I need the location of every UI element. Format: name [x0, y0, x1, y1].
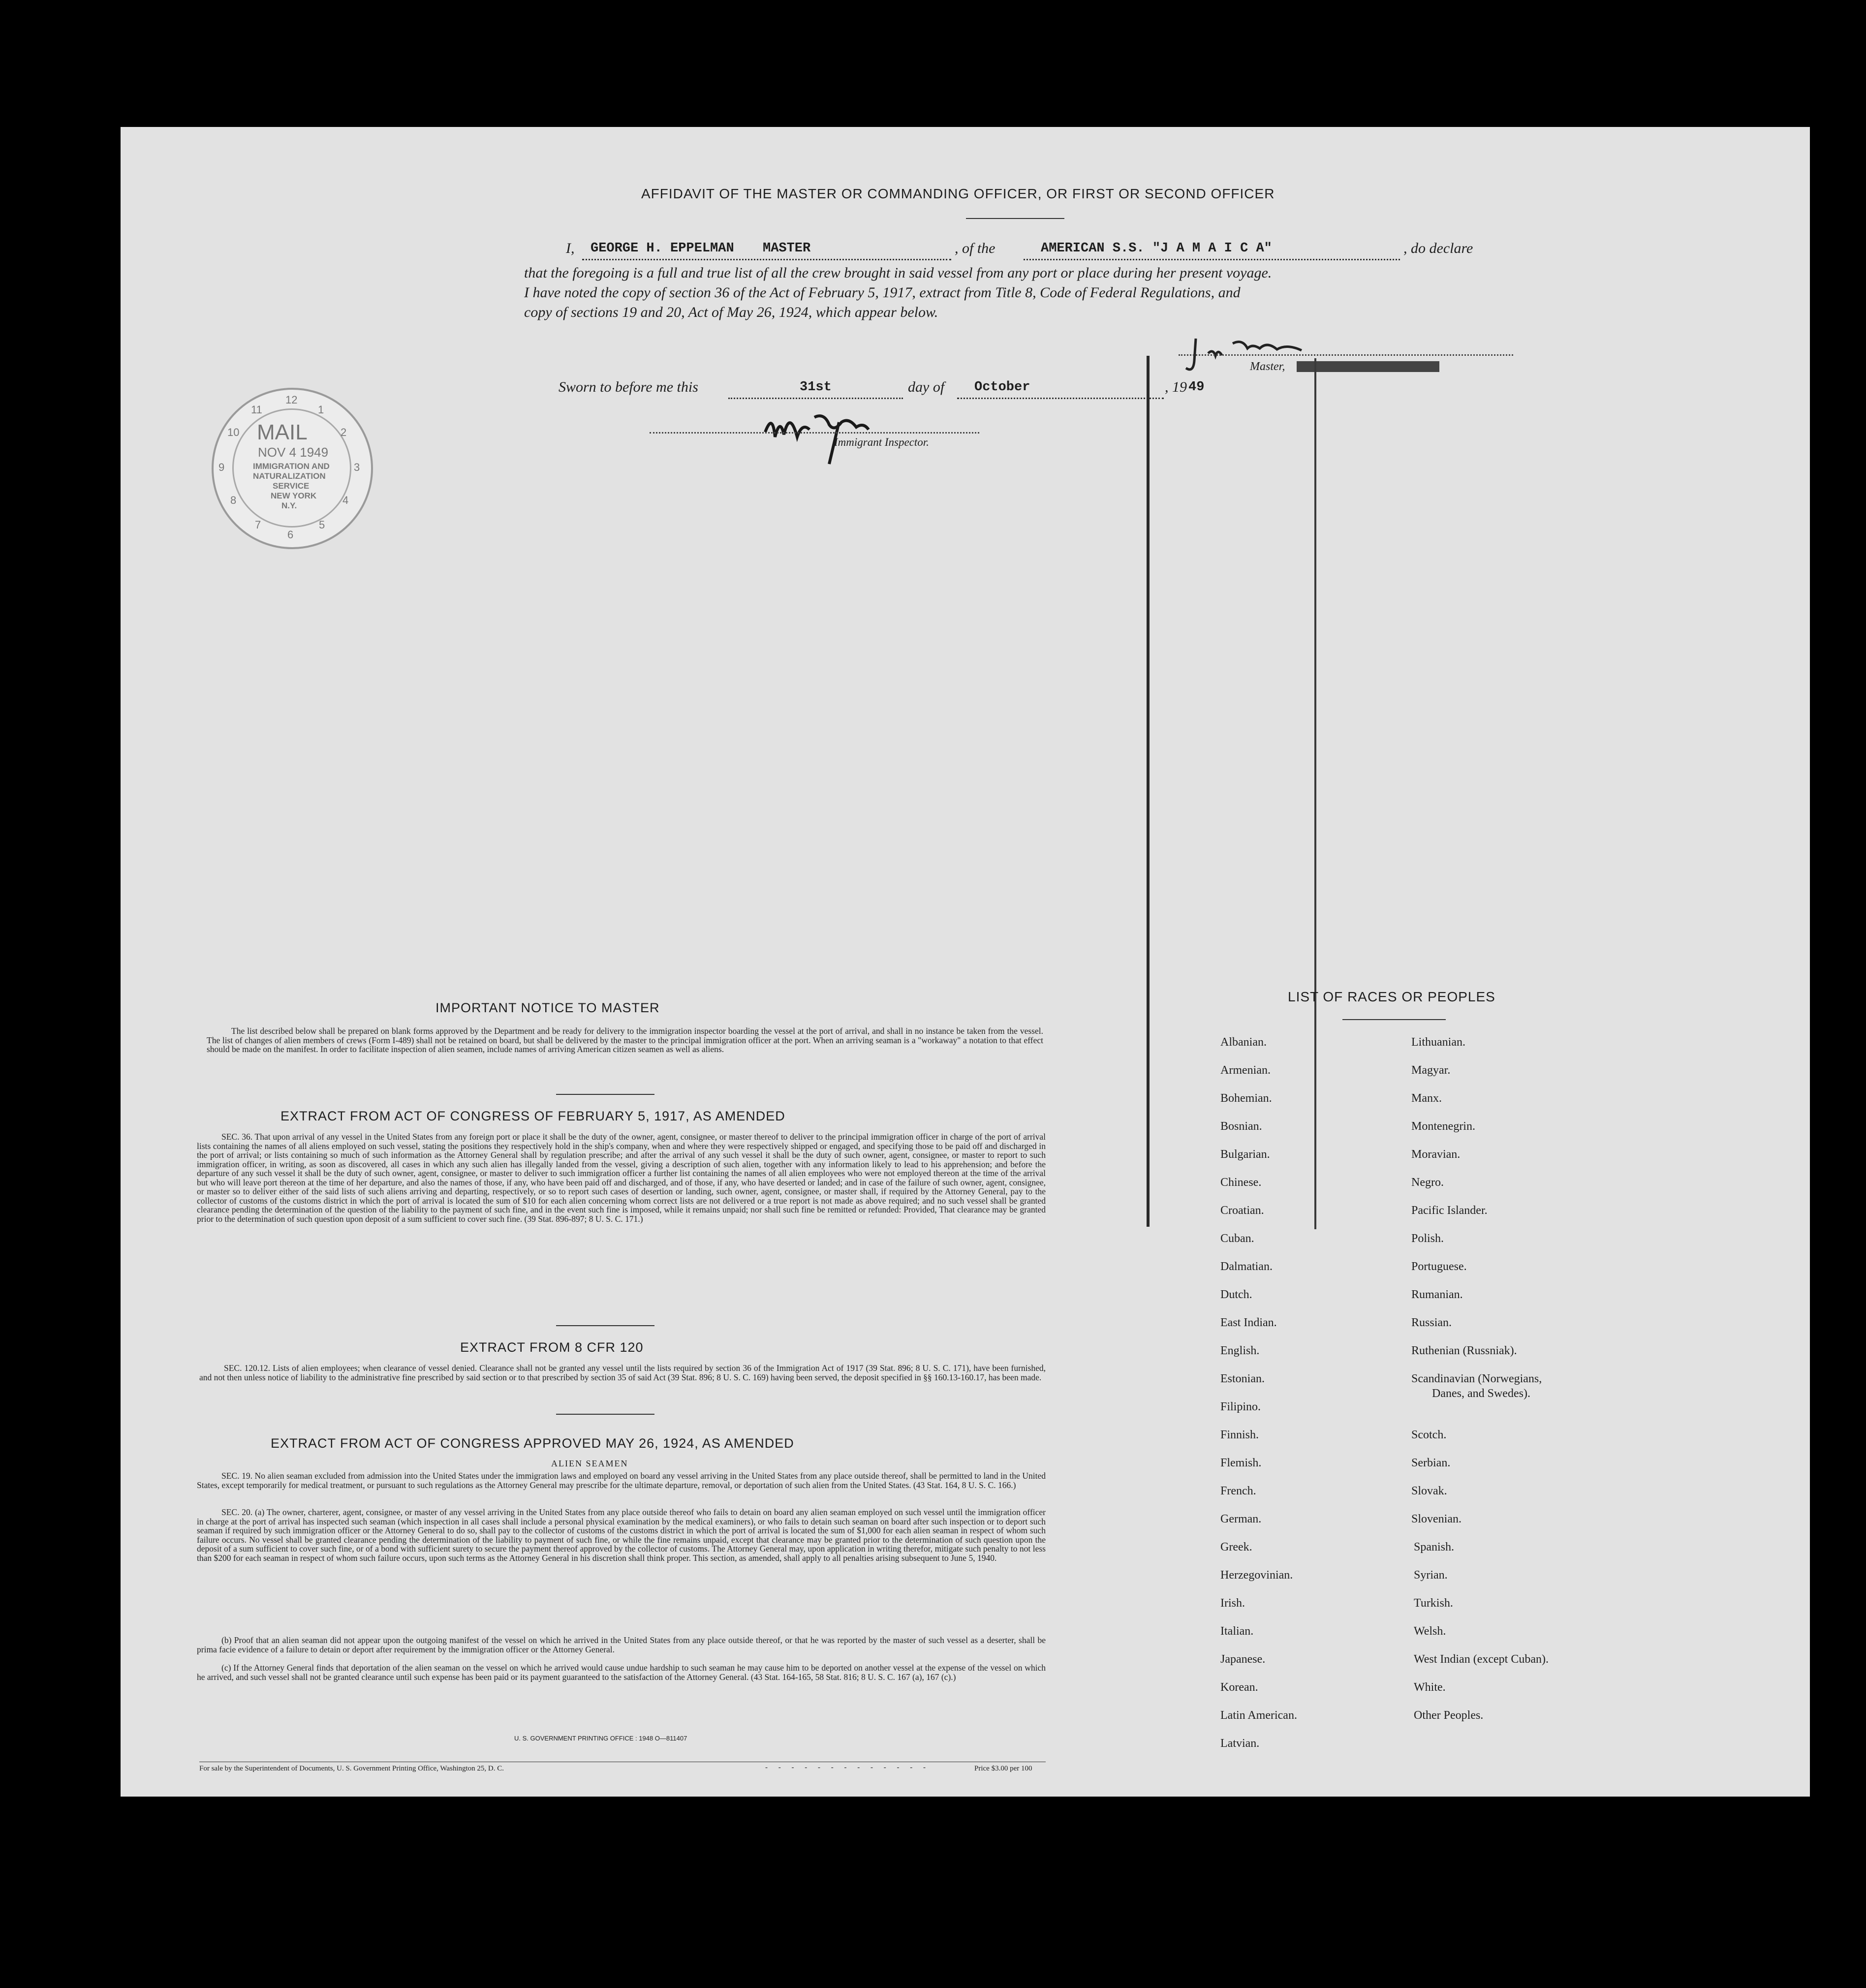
extract-1924-title: EXTRACT FROM ACT OF CONGRESS APPROVED MAY 26, 1924, AS AMENDED	[271, 1436, 794, 1451]
extract-1924-sec20c: (c) If the Attorney General finds that deportation of the alien seaman on the vessel on which he arrived would cause undue hardship to such seaman he may cause him to be deported on another vessel at the expense of the vessel on which he arrived, and such vessel shall not be granted clearance until such expense has been paid or its payment guaranteed to the satisfaction of the Attorney General. (43 Stat. 164-165, 58 Stat. 816; 8 U. S. C. 167 (a), 167 (c).)	[197, 1663, 1046, 1682]
declaration-body-3: copy of sections 19 and 20, Act of May 26, 1924, which appear below.	[524, 304, 938, 320]
master-label: Master,	[1250, 360, 1285, 373]
race-right-item: Welsh.	[1414, 1625, 1446, 1638]
extract-1924-sec19: SEC. 19. No alien seaman excluded from admission into the United States under the immigration laws and employed on board any vessel arriving in the United States from any place outside thereof, shall be permitted to land in the United States, except temporarily for medical treatment, or pursuant to such regulations as the Attorney General may prescribe for the ultimate departure, removal, or deportation of such alien from the United States. (43 Stat. 164, 8 U. S. C. 166.)	[197, 1471, 1046, 1490]
race-right-item: Pacific Islander.	[1411, 1204, 1488, 1217]
section-rule	[556, 1325, 654, 1326]
race-right-item: Spanish.	[1414, 1541, 1455, 1553]
race-right-item: Rumanian.	[1411, 1288, 1463, 1301]
stamp-service: SERVICE	[273, 481, 310, 491]
sworn-month: October	[974, 380, 1030, 395]
stamp-clock-6: 6	[287, 528, 294, 541]
races-title: LIST OF RACES OR PEOPLES	[1288, 989, 1495, 1004]
race-right-item: Portuguese.	[1411, 1260, 1467, 1273]
race-right-item: Polish.	[1411, 1232, 1444, 1245]
day-of-text: day of	[908, 379, 945, 395]
footer-price: Price $3.00 per 100	[974, 1765, 1032, 1772]
inspector-signature-line	[650, 432, 979, 434]
race-left-item: Latvian.	[1220, 1737, 1260, 1750]
race-right-item: Slovenian.	[1411, 1513, 1462, 1525]
notice-title: IMPORTANT NOTICE TO MASTER	[435, 1000, 660, 1015]
extract-1924-sec20b: (b) Proof that an alien seaman did not appear upon the outgoing manifest of the vessel on which he arrived in the United States from any place outside thereof, or that he was reported by the master of such vessel as a deserter, shall be prima facie evidence of a failure to detain or deport after requirement by the immigration officer or the Attorney General.	[197, 1635, 1046, 1654]
of-the-text: , of the	[955, 240, 995, 256]
stamp-naturalization: NATURALIZATION	[253, 471, 326, 481]
sworn-prefix: Sworn to before me this	[559, 379, 698, 395]
race-left-item: Dutch.	[1220, 1288, 1252, 1301]
master-name: GEORGE H. EPPELMAN	[591, 241, 734, 256]
race-right-item: Scotch.	[1411, 1429, 1447, 1441]
race-left-item: Bulgarian.	[1220, 1148, 1270, 1161]
year-prefix: , 19	[1165, 379, 1187, 395]
stamp-new-york: NEW YORK	[271, 491, 317, 500]
master-rank: MASTER	[763, 241, 811, 256]
master-signature-line	[1179, 354, 1513, 356]
stamp-clock-3: 3	[354, 461, 360, 473]
extract-1917-title: EXTRACT FROM ACT OF CONGRESS OF FEBRUARY 5, 1917, AS AMENDED	[280, 1109, 785, 1123]
do-declare-text: , do declare	[1403, 240, 1473, 256]
race-right-item: West Indian (except Cuban).	[1414, 1653, 1549, 1666]
race-right-item: Turkish.	[1414, 1597, 1453, 1610]
stamp-clock-2: 2	[341, 426, 347, 438]
race-left-item: Bohemian.	[1220, 1092, 1272, 1105]
race-right-item: White.	[1414, 1681, 1446, 1694]
extract-cfr-text: SEC. 120.12. Lists of alien employees; when clearance of vessel denied. Clearance shall not be granted any vessel until the lists required by section 36 of the Immigration Act of 1917 (39 Stat. 896; 8 U. S. C. 171), have been furnished, and not then unless notice of liability to the administrative fine prescribed by said section or to that prescribed by section 35 of said Act (39 Stat. 896; 8 U. S. C. 169) having been served, the deposit specified in §§ 160.13-160.17, has been made.	[199, 1363, 1046, 1382]
extract-1917-text: SEC. 36. That upon arrival of any vessel in the United States from any foreign port or place it shall be the duty of the owner, agent, consignee, or master thereof to deliver to the principal immigration officer in charge of the port of arrival lists containing the names of all aliens employed on such vessel, stating the positions they respectively hold in the ship's company, when and where they were respectively shipped or engaged, and specifying those to be paid off and discharged in the port of arrival; or lists containing so much of such information as the Attorney General shall by regulation prescribe; and after the arrival of any such vessel it shall be the duty of such owner, agent, consignee, or master to report to such immigration officer, in writing, as soon as discovered, all cases in which any such alien has illegally landed from the vessel, giving a description of such alien, together with any information likely to lead to his apprehension; and before the departure of any such vessel it shall be the duty of such owner, agent, consignee, or master to deliver to such immigration officer a further list containing the names of all alien employees who were not employed thereon at the time of the arrival but who will leave port thereon at the time of her departure, and also the names of those, if any, who have been paid off and discharged, and of those, if any, who have deserted or landed; and in case of the failure of such owner, agent, consignee, or master so to deliver either of the said lists of such aliens arriving and departing, respectively, or so to report such cases of desertion or landing, such owner, agent, consignee, or master shall, if required by the Attorney General, pay to the collector of customs of the customs district in which the port of arrival is located the sum of $10 for each alien concerning whom correct lists are not delivered or a true report is not made as above required; and no such vessel shall be granted clearance pending the determination of the question of the liability to the payment of such fine, and in the event such fine is imposed, while it remains unpaid; nor shall such fine be remitted or refunded: Provided, That clearance may be granted prior to the determination of such question upon deposit of a sum sufficient to cover such fine. (39 Stat. 896-897; 8 U. S. C. 171.)	[197, 1132, 1046, 1224]
stamp-clock-1: 1	[318, 404, 324, 416]
race-right-item: Moravian.	[1411, 1148, 1461, 1161]
race-left-item: Japanese.	[1220, 1653, 1266, 1666]
extract-cfr-title: EXTRACT FROM 8 CFR 120	[460, 1340, 644, 1355]
races-rule	[1342, 1019, 1446, 1020]
race-left-item: Chinese.	[1220, 1176, 1262, 1189]
sworn-day: 31st	[800, 380, 832, 395]
stamp-clock-7: 7	[255, 519, 261, 531]
race-left-item: Herzegovinian.	[1220, 1569, 1293, 1582]
race-right-item: Slovak.	[1411, 1485, 1447, 1497]
gpo-imprint: U. S. GOVERNMENT PRINTING OFFICE : 1948 O—811407	[514, 1735, 687, 1742]
received-stamp	[212, 388, 373, 549]
race-left-item: Cuban.	[1220, 1232, 1254, 1245]
section-rule	[556, 1094, 654, 1095]
declaration-body-2: I have noted the copy of section 36 of the Act of February 5, 1917, extract from Title 8, Code of Federal Regulations, and	[524, 284, 1241, 301]
pronoun: I,	[566, 240, 575, 256]
extract-1924-subtitle: ALIEN SEAMEN	[551, 1459, 628, 1468]
document-page	[121, 127, 1810, 1797]
notice-text: The list described below shall be prepared on blank forms approved by the Department and be ready for delivery to the immigration inspector boarding the vessel at the port of arrival, and shall in no instance be taken from the vessel. The list of changes of alien members of crews (Form I-489) shall not be retained on board, but shall be delivered by the master to the principal immigration officer at the port. When an arriving seaman is a "workaway" a notation to that effect should be made on the manifest. In order to facilitate inspection of alien seamen, include names of arriving American citizen seamen as well as aliens.	[207, 1026, 1043, 1054]
stamp-clock-12: 12	[285, 394, 298, 406]
race-left-item: Albanian.	[1220, 1036, 1267, 1049]
affidavit-title: AFFIDAVIT OF THE MASTER OR COMMANDING OFFICER, OR FIRST OR SECOND OFFICER	[641, 186, 1275, 201]
footer-leader: - - - - - - - - - - - - -	[765, 1764, 930, 1771]
race-right-item: Danes, and Swedes).	[1432, 1387, 1530, 1400]
race-left-item: Bosnian.	[1220, 1120, 1262, 1133]
vertical-pen-line	[1314, 358, 1316, 1229]
stamp-clock-4: 4	[342, 494, 349, 506]
declaration-line	[541, 240, 1565, 260]
race-right-item: Syrian.	[1414, 1569, 1448, 1582]
race-right-item: Scandinavian (Norwegians,	[1411, 1372, 1542, 1385]
race-left-item: Latin American.	[1220, 1709, 1297, 1722]
race-left-item: East Indian.	[1220, 1316, 1277, 1329]
stamp-clock-8: 8	[230, 494, 237, 506]
inspector-label: Immigrant Inspector.	[834, 436, 929, 448]
race-left-item: Estonian.	[1220, 1372, 1265, 1385]
race-left-item: Finnish.	[1220, 1429, 1259, 1441]
race-left-item: Croatian.	[1220, 1204, 1264, 1217]
extract-1924-sec20a: SEC. 20. (a) The owner, charterer, agent, consignee, or master of any vessel arriving in the United States from any place outside thereof who fails to detain on board any alien seaman employed on such vessel until the immigration officer in charge at the port of arrival has inspected such seaman (which inspection in all cases shall include a personal physical examination by the medical examiners), or who fails to detain such seaman on board after such inspection or to deport such seaman if required by such immigration officer or the Attorney General to do so, shall pay to the collector of customs of the customs district in which the port of arrival is located the sum of $1,000 for each alien seaman in respect of whom such failure occurs. No vessel shall be granted clearance pending the determination of the liability to payment of such fine, or while the fine remains unpaid, except that clearance may be granted prior to the determination of such question upon the deposit of a sum sufficient to cover such fine, or of a bond with sufficient surety to secure the payment thereof approved by the collector of customs. The Attorney General may, upon application in writing therefor, mitigate such penalty to not less than $200 for each seaman in respect of whom such failure occurs, upon such terms as the Attorney General in his discretion shall think proper. This section, as amended, shall apply to all penalties arising subsequent to June 5, 1940.	[197, 1507, 1046, 1563]
stamp-date: NOV 4 1949	[258, 445, 329, 460]
sworn-line	[559, 379, 1247, 399]
race-right-item: Lithuanian.	[1411, 1036, 1465, 1049]
race-right-item: Magyar.	[1411, 1064, 1451, 1077]
race-left-item: Irish.	[1220, 1597, 1245, 1610]
year-suffix: 49	[1188, 380, 1205, 395]
race-left-item: Armenian.	[1220, 1064, 1271, 1077]
race-right-item: Ruthenian (Russniak).	[1411, 1344, 1517, 1357]
stamp-immigration: IMMIGRATION AND	[253, 462, 330, 471]
race-left-item: French.	[1220, 1485, 1256, 1497]
vessel-name: AMERICAN S.S. "J A M A I C A"	[1041, 241, 1272, 256]
inspector-signature	[755, 403, 923, 466]
race-right-item: Other Peoples.	[1414, 1709, 1484, 1722]
race-right-item: Russian.	[1411, 1316, 1452, 1329]
stamp-mail: MAIL	[257, 420, 308, 444]
stamp-clock-5: 5	[319, 519, 325, 531]
race-left-item: Italian.	[1220, 1625, 1254, 1638]
footer-sale: For sale by the Superintendent of Documents, U. S. Government Printing Office, Washington 25, D. C.	[199, 1765, 504, 1772]
race-left-item: Flemish.	[1220, 1457, 1262, 1469]
stamp-clock-10: 10	[227, 426, 240, 438]
race-right-item: Negro.	[1411, 1176, 1444, 1189]
race-left-item: German.	[1220, 1513, 1262, 1525]
stamp-clock-9: 9	[218, 461, 225, 473]
race-right-item: Montenegrin.	[1411, 1120, 1475, 1133]
race-right-item: Serbian.	[1411, 1457, 1451, 1469]
race-left-item: Korean.	[1220, 1681, 1258, 1694]
section-rule	[556, 1414, 654, 1415]
struck-title	[1297, 361, 1439, 372]
race-left-item: Filipino.	[1220, 1400, 1261, 1413]
race-left-item: Dalmatian.	[1220, 1260, 1273, 1273]
vertical-pen-line	[1147, 356, 1150, 1227]
race-right-item: Manx.	[1411, 1092, 1442, 1105]
stamp-ny: N.Y.	[281, 501, 297, 510]
declaration-body-1: that the foregoing is a full and true list of all the crew brought in said vessel from any port or place during her present voyage.	[524, 265, 1272, 281]
race-left-item: English.	[1220, 1344, 1260, 1357]
race-left-item: Greek.	[1220, 1541, 1252, 1553]
title-rule	[966, 218, 1064, 219]
stamp-clock-11: 11	[251, 404, 262, 416]
